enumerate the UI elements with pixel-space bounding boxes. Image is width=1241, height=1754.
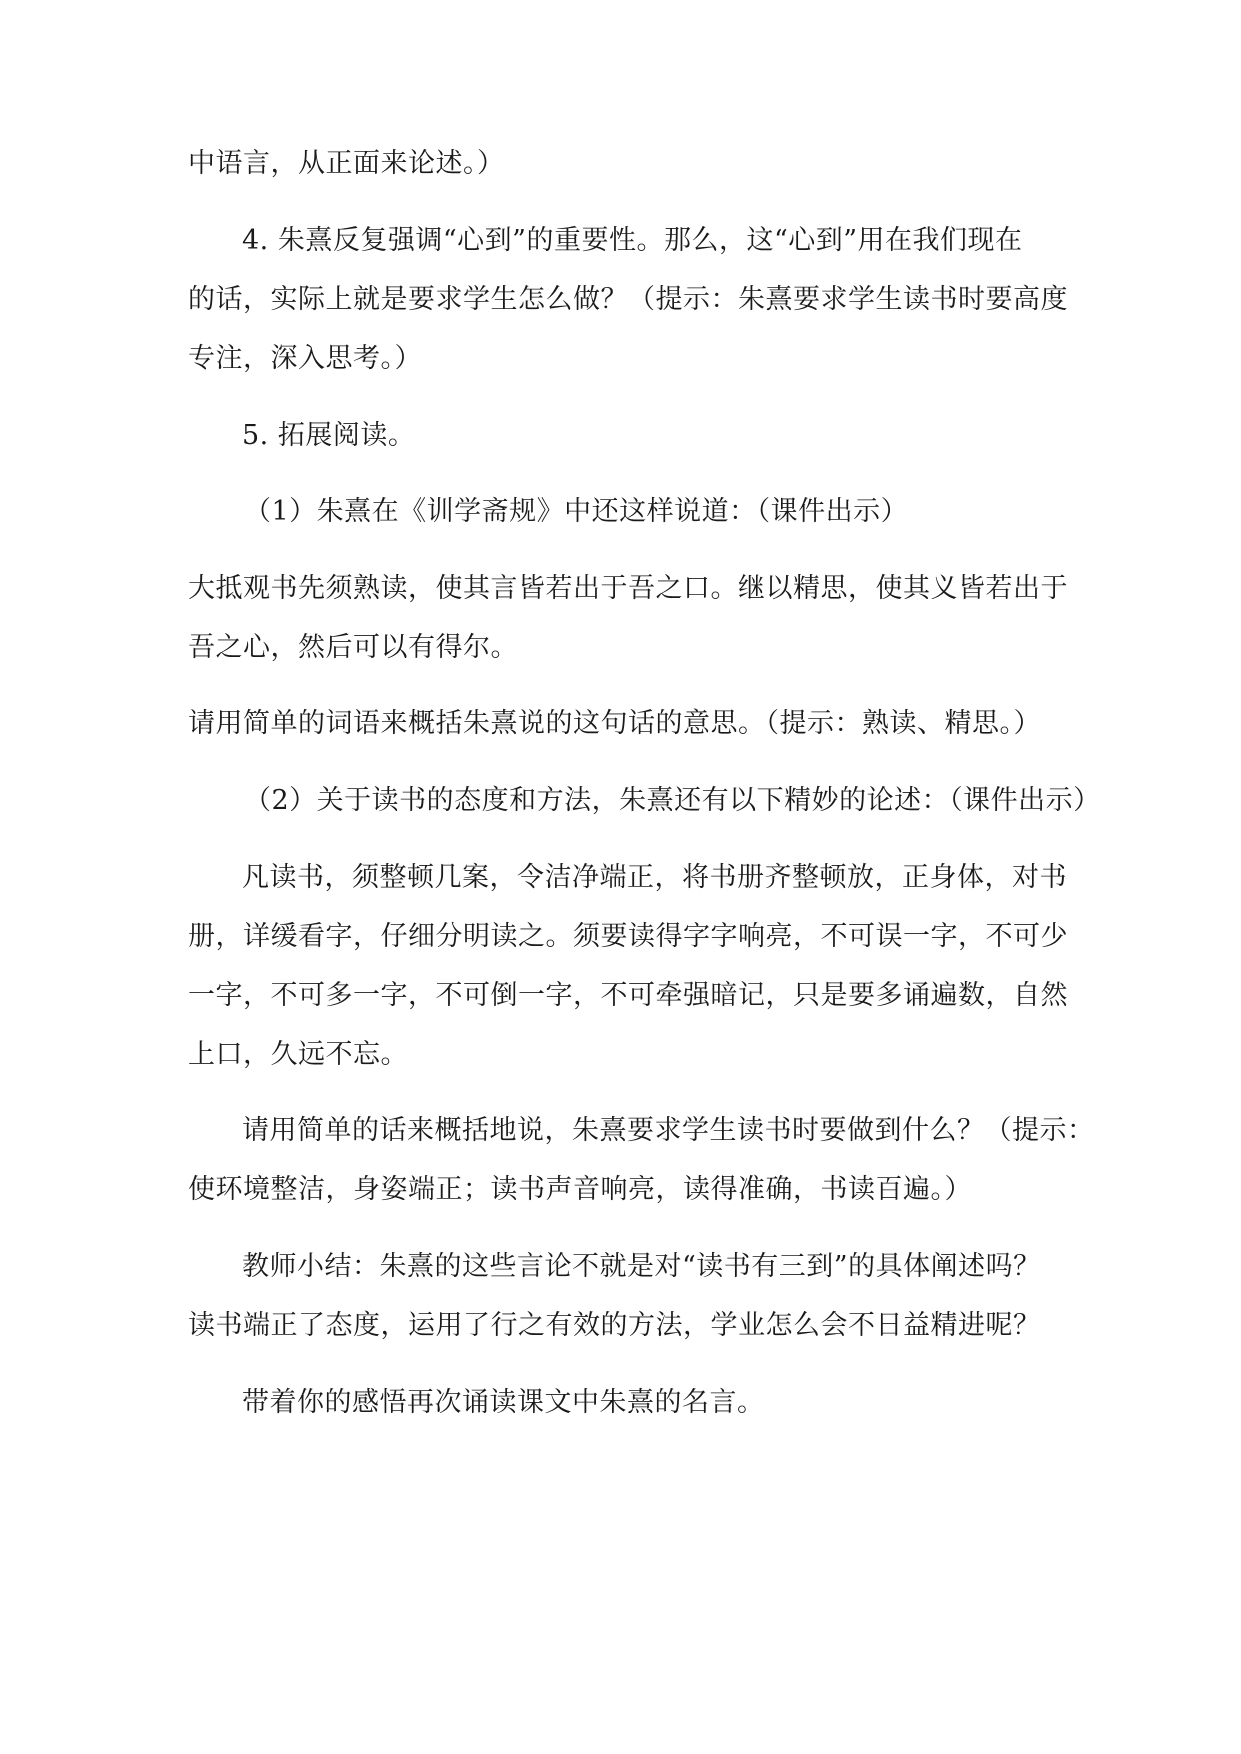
text-line: 请用简单的话来概括地说，朱熹要求学生读书时要做到什么？（提示：: [242, 1115, 1095, 1146]
text-line: 专注，深入思考。）: [188, 343, 422, 374]
text-line: 教师小结：朱熹的这些言论不就是对“读书有三到”的具体阐述吗？: [242, 1251, 1041, 1282]
text-line: 上口，久远不忘。: [188, 1039, 408, 1070]
text-line: 4. 朱熹反复强调“心到”的重要性。那么，这“心到”用在我们现在: [242, 225, 1023, 256]
text-line: 册，详缓看字，仔细分明读之。须要读得字字响亮，不可误一字，不可少: [188, 921, 1068, 952]
text-line: （1）朱熹在《训学斋规》中还这样说道：（课件出示）: [244, 496, 909, 527]
text-line: 吾之心，然后可以有得尔。: [188, 632, 518, 663]
text-line: 大抵观书先须熟读，使其言皆若出于吾之口。继以精思，使其义皆若出于: [188, 573, 1068, 604]
text-line: 5. 拓展阅读。: [242, 420, 416, 451]
text-line: 带着你的感悟再次诵读课文中朱熹的名言。: [242, 1387, 765, 1418]
text-line: 中语言，从正面来论述。）: [188, 148, 505, 179]
text-line: 使环境整洁，身姿端正；读书声音响亮，读得准确，书读百遍。）: [188, 1174, 972, 1205]
text-line: 一字，不可多一字，不可倒一字，不可牵强暗记，只是要多诵遍数，自然: [188, 980, 1068, 1011]
text-line: （2）关于读书的态度和方法，朱熹还有以下精妙的论述：（课件出示）: [244, 785, 1101, 816]
text-line: 请用简单的词语来概括朱熹说的这句话的意思。（提示：熟读、精思。）: [188, 708, 1041, 739]
text-line: 凡读书，须整顿几案，令洁净端正，将书册齐整顿放，正身体，对书: [242, 862, 1067, 893]
text-line: 读书端正了态度，运用了行之有效的方法，学业怎么会不日益精进呢？: [188, 1310, 1041, 1341]
text-line: 的话，实际上就是要求学生怎么做？（提示：朱熹要求学生读书时要高度: [188, 284, 1068, 315]
